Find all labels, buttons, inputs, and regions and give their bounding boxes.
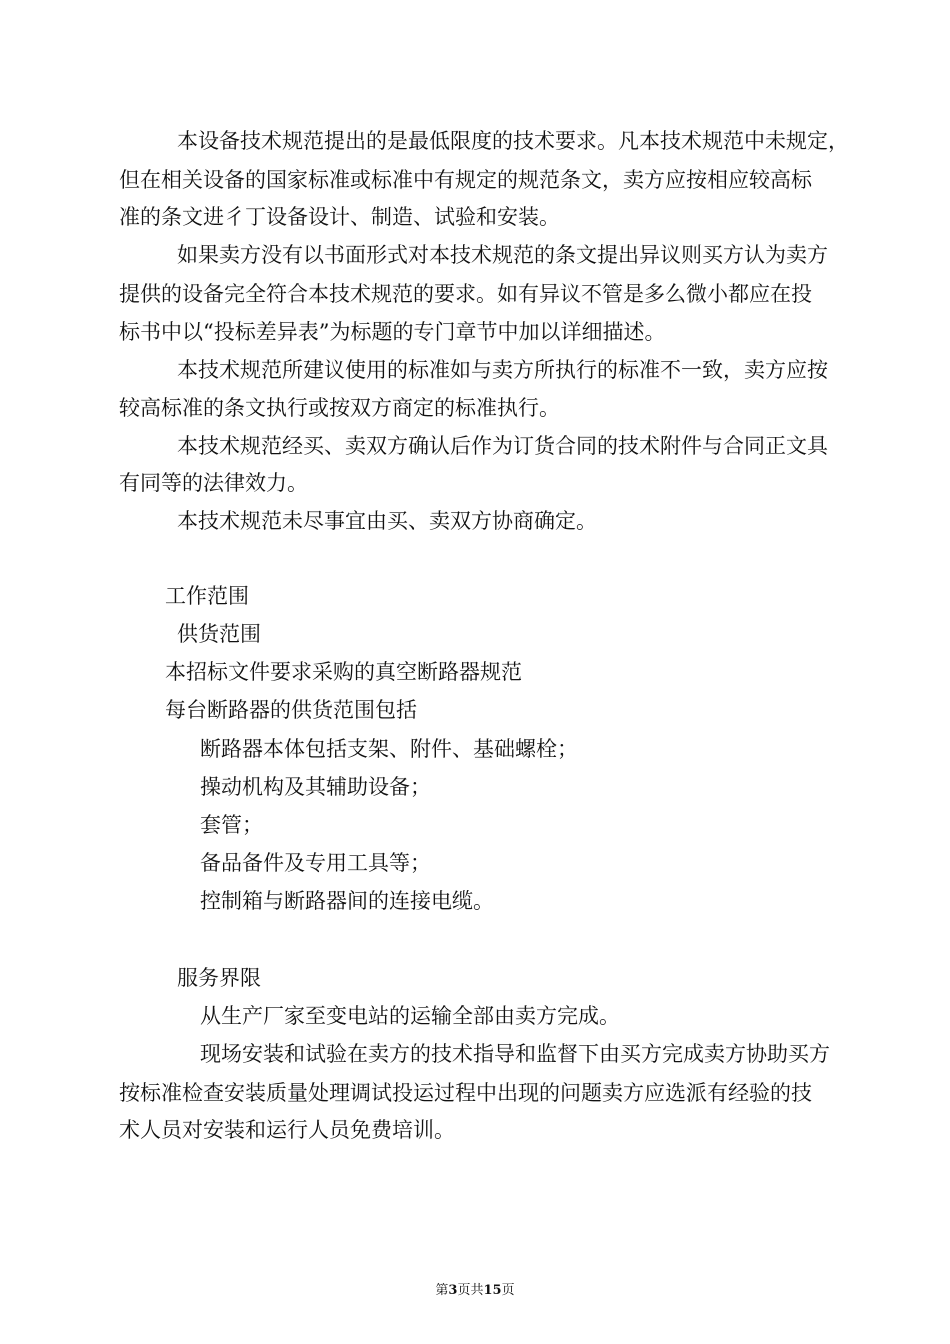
supply-list-item: 套管； bbox=[200, 813, 263, 837]
subsection-heading: 供货范围 bbox=[177, 622, 261, 646]
paragraph-line: 提供的设备完全符合本技术规范的要求。如有异议不管是多么微小都应在投 bbox=[119, 282, 812, 306]
paragraph-line: 术人员对安装和运行人员免费培训。 bbox=[119, 1118, 455, 1142]
paragraph-line: 如果卖方没有以书面形式对本技术规范的条文提出异议则买方认为卖方 bbox=[177, 243, 828, 267]
supply-list-item: 操动机构及其辅助设备； bbox=[200, 775, 431, 799]
paragraph-line: 标书中以“投标差异表”为标题的专门章节中加以详细描述。 bbox=[119, 320, 666, 344]
page-footer bbox=[0, 1283, 950, 1299]
supply-list-item: 断路器本体包括支架、附件、基础螺栓； bbox=[200, 737, 578, 761]
paragraph-line: 从生产厂家至变电站的运输全部由卖方完成。 bbox=[200, 1004, 620, 1028]
page-total: 15 bbox=[483, 1283, 502, 1298]
paragraph-line: 准的条文进彳丁设备设计、制造、试验和安装。 bbox=[119, 205, 560, 229]
paragraph-line: 现场安装和试验在卖方的技术指导和监督下由买方完成卖方协助买方 bbox=[200, 1042, 830, 1066]
footer-prefix: 第 bbox=[435, 1283, 449, 1298]
scope-item: 本招标文件要求采购的真空断路器规范 bbox=[165, 660, 522, 684]
paragraph-line: 较高标准的条文执行或按双方商定的标准执行。 bbox=[119, 396, 560, 420]
scope-item: 每台断路器的供货范围包括 bbox=[165, 698, 417, 722]
supply-list-item: 控制箱与断路器间的连接电缆。 bbox=[200, 889, 494, 913]
paragraph-line: 有同等的法律效力。 bbox=[119, 471, 308, 495]
paragraph-line: 按标准检查安装质量处理调试投运过程中出现的问题卖方应选派有经验的技 bbox=[119, 1081, 812, 1105]
section-heading: 工作范围 bbox=[165, 584, 249, 608]
paragraph-line: 本技术规范未尽事宜由买、卖双方协商确定。 bbox=[177, 509, 597, 533]
footer-suffix: 页 bbox=[501, 1283, 515, 1298]
footer-middle: 页共 bbox=[457, 1283, 484, 1298]
paragraph-line: 本技术规范所建议使用的标准如与卖方所执行的标准不一致，卖方应按 bbox=[177, 358, 828, 382]
paragraph-line: 但在相关设备的国家标准或标准中有规定的规范条文，卖方应按相应较高标 bbox=[119, 168, 812, 192]
paragraph-line: 本技术规范经买、卖双方确认后作为订货合同的技术附件与合同正文具 bbox=[177, 434, 828, 458]
paragraph-line: 本设备技术规范提出的是最低限度的技术要求。凡本技术规范中未规定， bbox=[177, 129, 849, 153]
page-number: 3 bbox=[448, 1283, 458, 1298]
supply-list-item: 备品备件及专用工具等； bbox=[200, 851, 431, 875]
section-heading: 服务界限 bbox=[177, 966, 261, 990]
